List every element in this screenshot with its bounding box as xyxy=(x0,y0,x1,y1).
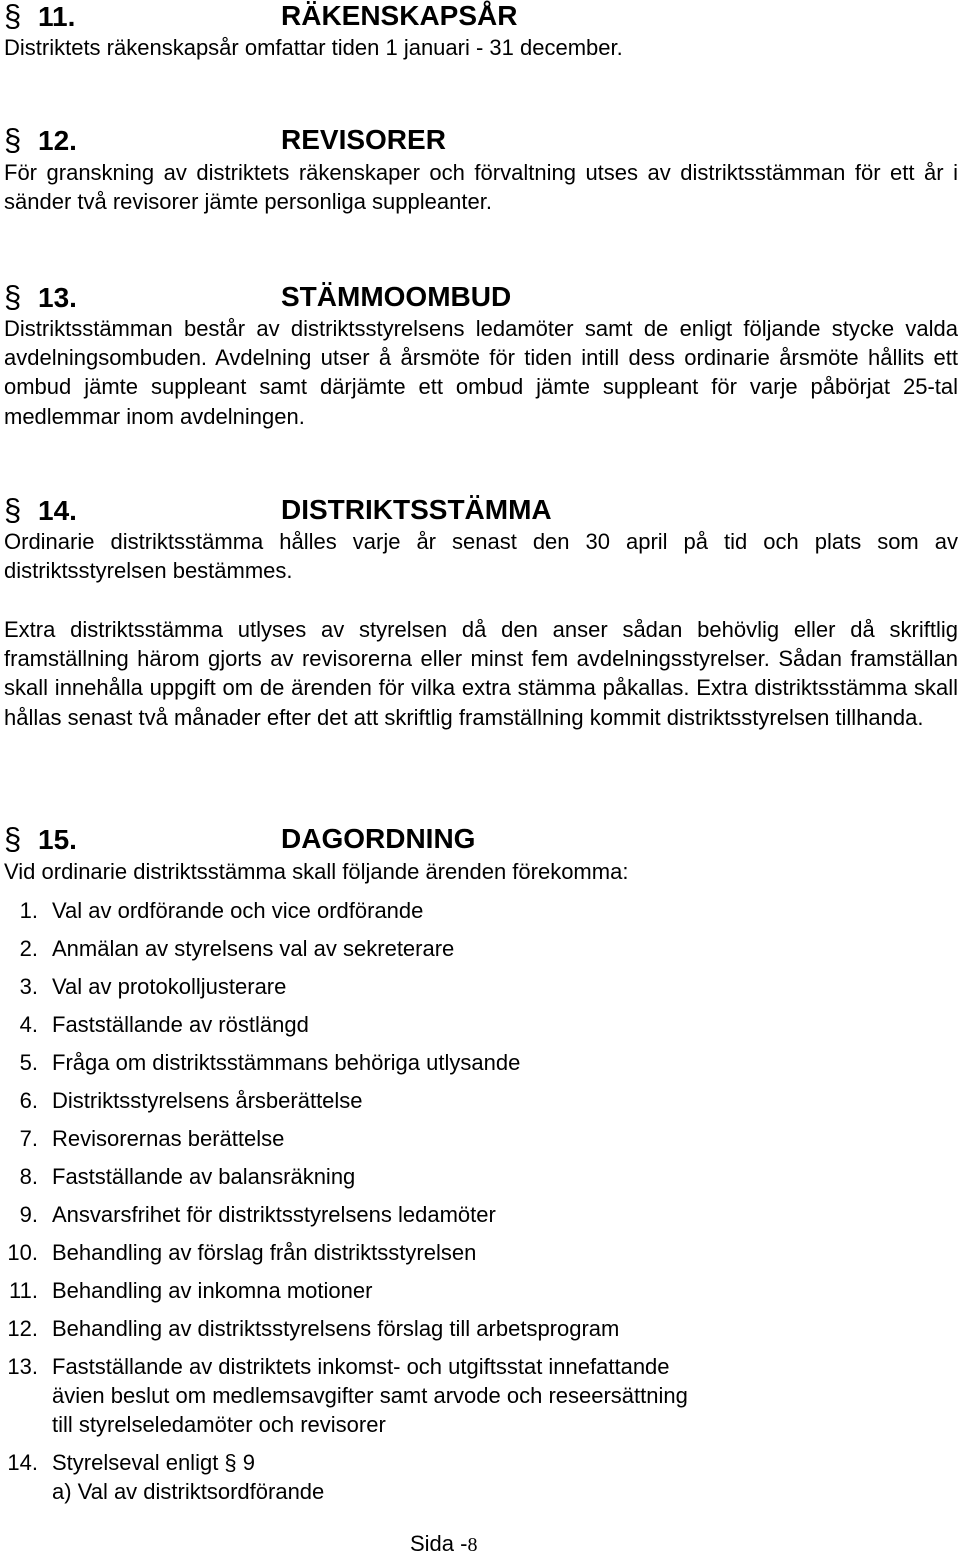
paragraph-sign: § xyxy=(4,0,22,33)
item-number: 11. xyxy=(9,1278,38,1303)
section-title: DISTRIKTSSTÄMMA xyxy=(281,494,552,525)
item-number: 7. xyxy=(19,1126,38,1151)
section-title: DAGORDNING xyxy=(281,823,476,854)
section-heading-13 xyxy=(4,281,954,317)
item-number: 13. xyxy=(7,1354,38,1379)
item-text: Fråga om distriktsstämmans behöriga utlysande xyxy=(52,1050,521,1075)
section-number: 12. xyxy=(38,125,77,156)
paragraph-sign: § xyxy=(4,122,22,157)
section-heading-12 xyxy=(4,124,954,160)
section-number: 11. xyxy=(38,1,76,32)
item-number: 8. xyxy=(19,1164,38,1189)
section-title: RÄKENSKAPSÅR xyxy=(281,0,518,31)
section-number: 14. xyxy=(38,495,77,526)
item-text: Anmälan av styrelsens val av sekreterare xyxy=(52,936,455,961)
page-number: 8 xyxy=(467,1534,478,1556)
section-number: 15. xyxy=(38,824,77,855)
item-text: Styrelseval enligt § 9 a) Val av distriktsordförande xyxy=(52,1450,325,1504)
item-text: Behandling av förslag från distriktsstyrelsen xyxy=(52,1240,477,1265)
item-number: 4. xyxy=(19,1012,38,1037)
item-text: Ansvarsfrihet för distriktsstyrelsens ledamöter xyxy=(52,1202,496,1227)
paragraph-sign: § xyxy=(4,821,22,856)
section-heading-14 xyxy=(4,494,954,530)
item-text: Behandling av inkomna motioner xyxy=(52,1278,373,1303)
item-text: Val av protokolljusterare xyxy=(52,974,287,999)
section-14-text-1: Ordinarie distriktsstämma hålles varje år senast den 30 april på tid och plats som av distriktsstyrelsen bestämmes. xyxy=(4,529,958,584)
page-footer xyxy=(410,1530,477,1559)
item-text: Revisorernas berättelse xyxy=(52,1126,285,1151)
section-heading-11 xyxy=(4,0,954,36)
item-text: Val av ordförande och vice ordförande xyxy=(52,898,424,923)
section-heading-15 xyxy=(4,823,954,859)
section-title: REVISORER xyxy=(281,124,446,155)
section-12-text: För granskning av distriktets räkenskaper och förvaltning utses av distriktsstämman för ett år i sänder två revisorer jämte personliga suppleanter. xyxy=(4,160,958,215)
item-text: Fastställande av röstlängd xyxy=(52,1012,309,1037)
item-text: Distriktsstyrelsens årsberättelse xyxy=(52,1088,363,1113)
item-number: 5. xyxy=(19,1050,38,1075)
item-number: 6. xyxy=(19,1088,38,1113)
item-number: 12. xyxy=(7,1316,38,1341)
item-number: 9. xyxy=(19,1202,38,1227)
page-label: Sida - xyxy=(410,1531,468,1556)
section-11-text: Distriktets räkenskapsår omfattar tiden 1 januari - 31 december. xyxy=(4,35,623,60)
section-14-text-2: Extra distriktsstämma utlyses av styrelsen då den anser sådan behövlig eller då skriftlig framställning härom gjorts av revisorerna eller minst fem avdelningsstyrelser. Sådan framställan skall innehålla uppgift om de ärenden för vilka extra stämma påkallas. Extra distriktsstämma skall hållas senast två månader efter det att skriftlig framställning kommit distriktsstyrelsen tillhanda. xyxy=(4,617,958,730)
item-text: Fastställande av balansräkning xyxy=(52,1164,356,1189)
item-number: 2. xyxy=(19,936,38,961)
item-text: Behandling av distriktsstyrelsens förslag till arbetsprogram xyxy=(52,1316,620,1341)
paragraph-sign: § xyxy=(4,492,22,527)
item-number: 3. xyxy=(19,974,38,999)
section-number: 13. xyxy=(38,282,77,313)
item-number: 14. xyxy=(7,1450,38,1475)
item-number: 10. xyxy=(7,1240,38,1265)
section-15-text: Vid ordinarie distriktsstämma skall följande ärenden förekomma: xyxy=(4,859,629,884)
item-number: 1. xyxy=(19,898,38,923)
section-title: STÄMMOOMBUD xyxy=(281,281,512,312)
section-13-text: Distriktsstämman består av distriktsstyrelsens ledamöter samt de enligt följande stycke valda avdelningsombuden. Avdelning utser å årsmöte för tiden intill dess ordinarie årsmöte hållits ett ombud jämte suppleant samt därjämte ett ombud jämte suppleant för varje påbörjat 25-tal medlemmar inom avdelningen. xyxy=(4,316,958,429)
paragraph-sign: § xyxy=(4,279,22,314)
item-text: Fastställande av distriktets inkomst- och utgiftsstat innefattande ävien beslut om medlemsavgifter samt arvode och reseersättning till styrelseledamöter och revisorer xyxy=(52,1354,688,1437)
